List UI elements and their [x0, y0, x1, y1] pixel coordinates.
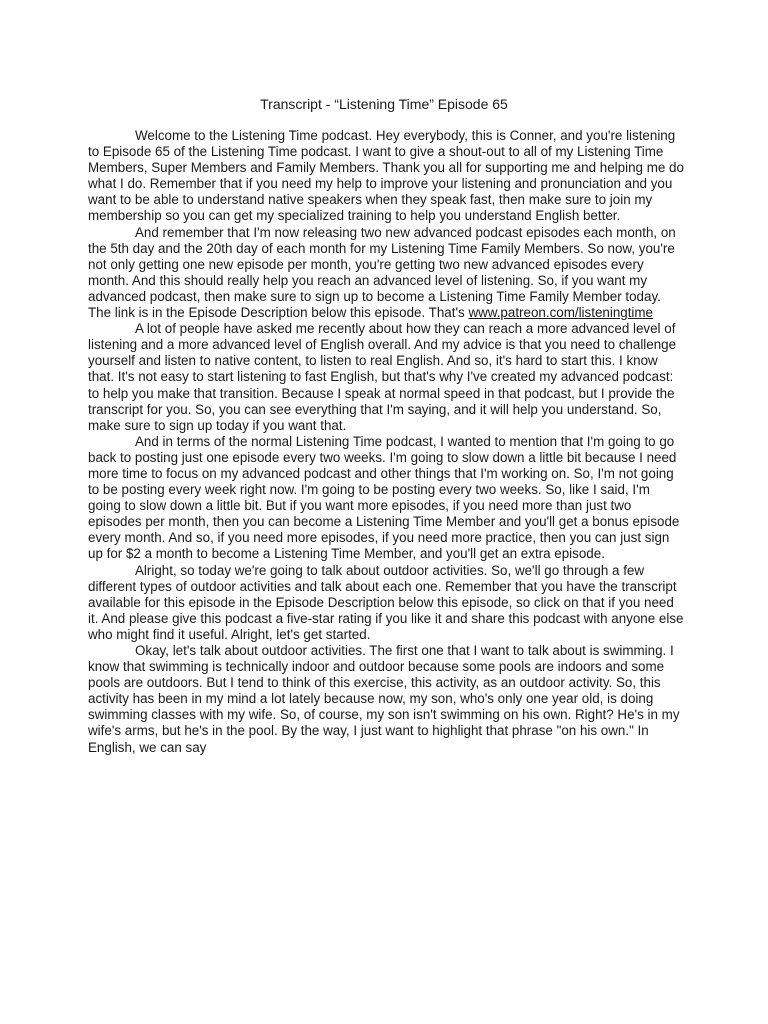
paragraph-advanced-episodes — [88, 225, 684, 322]
paragraph-schedule: And in terms of the normal Listening Time podcast, I wanted to mention that I'm going to go back to posting just one episode every two weeks. I'm going to slow down a little bit because I need more time to focus on my advanced podcast and other things that I'm working on. So, I'm not going to be posting every week right now. I'm going to be posting every two weeks. So, like I said, I'm going to slow down a little bit. But if you want more episodes, if you need more than just two episodes per month, then you can become a Listening Time Member and you'll get a bonus episode every month. And so, if you need more episodes, if you need more practice, then you can just sign up for $2 a month to become a Listening Time Member, and you'll get an extra episode. — [88, 433, 680, 562]
paragraph-advice: A lot of people have asked me recently about how they can reach a more advanced level of listening and a more advanced level of English overall. And my advice is that you need to challenge yourself and listen to native content, to listen to real English. And so, it's hard to start this. I know that. It's not easy to start listening to fast English, but that's why I've created my advanced podcast: to help you make that transition. Because I speak at normal speed in that podcast, but I provide the transcript for you. So, you can see everything that I'm saying, and it will help you understand. So, make sure to sign up today if you want that. — [88, 321, 677, 433]
paragraph-swimming: Okay, let's talk about outdoor activities. The first one that I want to talk about is swimming. I know that swimming is technically indoor and outdoor because some pools are indoors and some pools are outdoors. But I tend to think of this exercise, this activity, as an outdoor activity. So, this activity has been in my mind a lot lately because now, my son, who's only one year old, is doing swimming classes with my wife. So, of course, my son isn't swimming on his own. Right? He's in my wife's arms, but he's in the pool. By the way, I just want to highlight that phrase "on his own." In English, we can say — [88, 643, 680, 755]
transcript-body — [88, 128, 684, 756]
document-title: Transcript - “Listening Time” Episode 65 — [260, 96, 508, 112]
paragraph-advanced-episodes-text: And remember that I'm now releasing two new advanced podcast episodes each month, on the 5th day and the 20th day of each month for my Listening Time Family Members. So now, you're not only getting one new episode per month, you're getting two new advanced episodes every month. And this should really help you reach an advanced level of listening. So, if you want my advanced podcast, then make sure to sign up to become a Listening Time Family Member today. The link is in the Episode Description below this episode. That's — [88, 224, 676, 321]
paragraph-welcome: Welcome to the Listening Time podcast. Hey everybody, this is Conner, and you're listening to Episode 65 of the Listening Time podcast. I want to give a shout-out to all of my Listening Time Members, Super Members and Family Members. Thank you all for supporting me and helping me do what I do. Remember that if you need my help to improve your listening and pronunciation and you want to be able to understand native speakers when they speak fast, then make sure to join my membership so you can get my specialized training to help you understand English better. — [88, 128, 684, 224]
paragraph-topic-intro: Alright, so today we're going to talk about outdoor activities. So, we'll go through a few different types of outdoor activities and talk about each one. Remember that you have the transcript available for this episode in the Episode Description below this episode, so click on that if you need it. And please give this podcast a five-star rating if you like it and share this podcast with anyone else who might find it useful. Alright, let's get started. — [88, 562, 684, 642]
patreon-link[interactable]: www.patreon.com/listeningtime — [468, 305, 654, 321]
